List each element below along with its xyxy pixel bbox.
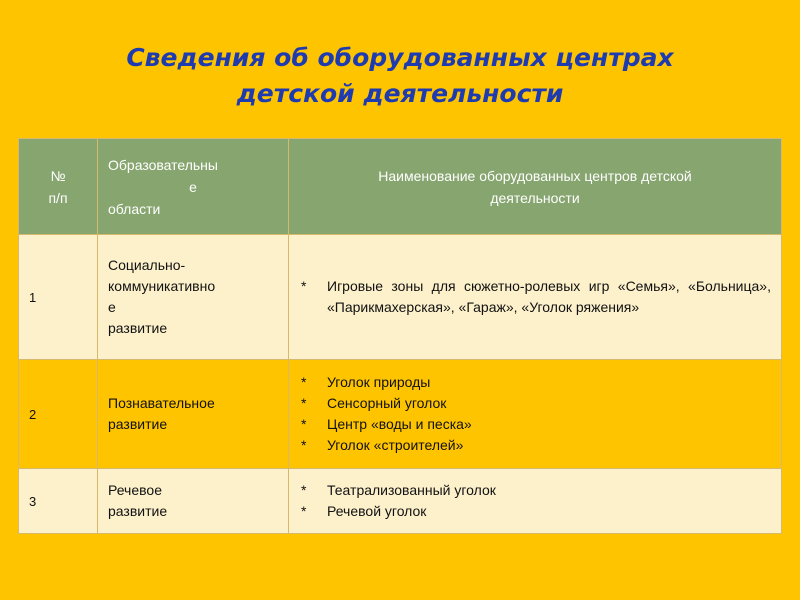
area-line: Речевое — [108, 482, 162, 499]
header-num-line: п/п — [48, 189, 68, 206]
area-line: коммуникативно — [108, 278, 216, 295]
header-num — [19, 139, 98, 235]
area-line: Социально- — [108, 257, 186, 274]
bullet: * — [301, 482, 307, 499]
centers-table — [18, 138, 782, 534]
item-text: Речевой уголок — [327, 503, 427, 520]
list-item — [299, 372, 771, 393]
row-area — [98, 469, 289, 534]
table-row — [19, 360, 782, 469]
area-line: развитие — [108, 320, 168, 337]
header-area-line: е — [189, 178, 197, 195]
list-item — [299, 435, 771, 456]
bullet: * — [301, 416, 307, 433]
area-line: развитие — [108, 416, 168, 433]
row-num: 3 — [19, 469, 98, 534]
bullet: * — [301, 395, 307, 412]
header-num-line: № — [50, 167, 66, 184]
bullet: * — [301, 278, 307, 295]
row-num: 2 — [19, 360, 98, 469]
header-centers — [289, 139, 782, 235]
bullet: * — [301, 503, 307, 520]
title-line-1: Сведения об оборудованных центрах — [126, 43, 674, 72]
row-area — [98, 235, 289, 360]
item-text: Театрализованный уголок — [327, 482, 496, 499]
items-list — [299, 276, 771, 318]
row-items — [289, 360, 782, 469]
table-header-row — [19, 139, 782, 235]
area-line: развитие — [108, 503, 168, 520]
table-row — [19, 469, 782, 534]
item-text: Игровые зоны для сюжетно-ролевых игр «Семья», «Больница», «Парикмахерская», «Гараж», «Уголок ряжения» — [327, 278, 771, 316]
items-list — [299, 372, 771, 456]
row-items — [289, 235, 782, 360]
item-text: Сенсорный уголок — [327, 395, 447, 412]
bullet: * — [301, 437, 307, 454]
header-area-line: области — [108, 200, 161, 217]
list-item — [299, 414, 771, 435]
items-list — [299, 480, 771, 522]
list-item — [299, 276, 771, 318]
item-text: Уголок природы — [327, 374, 431, 391]
row-num: 1 — [19, 235, 98, 360]
title-line-2: детской деятельности — [236, 79, 564, 108]
list-item — [299, 480, 771, 501]
header-area — [98, 139, 289, 235]
table-row — [19, 235, 782, 360]
area-line: Познавательное — [108, 395, 215, 412]
row-items — [289, 469, 782, 534]
list-item — [299, 501, 771, 522]
list-item — [299, 393, 771, 414]
item-text: Центр «воды и песка» — [327, 416, 472, 433]
header-centers-line: деятельности — [490, 189, 580, 206]
area-line: е — [108, 299, 116, 316]
bullet: * — [301, 374, 307, 391]
header-centers-line: Наименование оборудованных центров детской — [378, 167, 692, 184]
row-area — [98, 360, 289, 469]
header-area-line: Образовательны — [108, 156, 218, 173]
page-title — [0, 40, 800, 112]
item-text: Уголок «строителей» — [327, 437, 464, 454]
